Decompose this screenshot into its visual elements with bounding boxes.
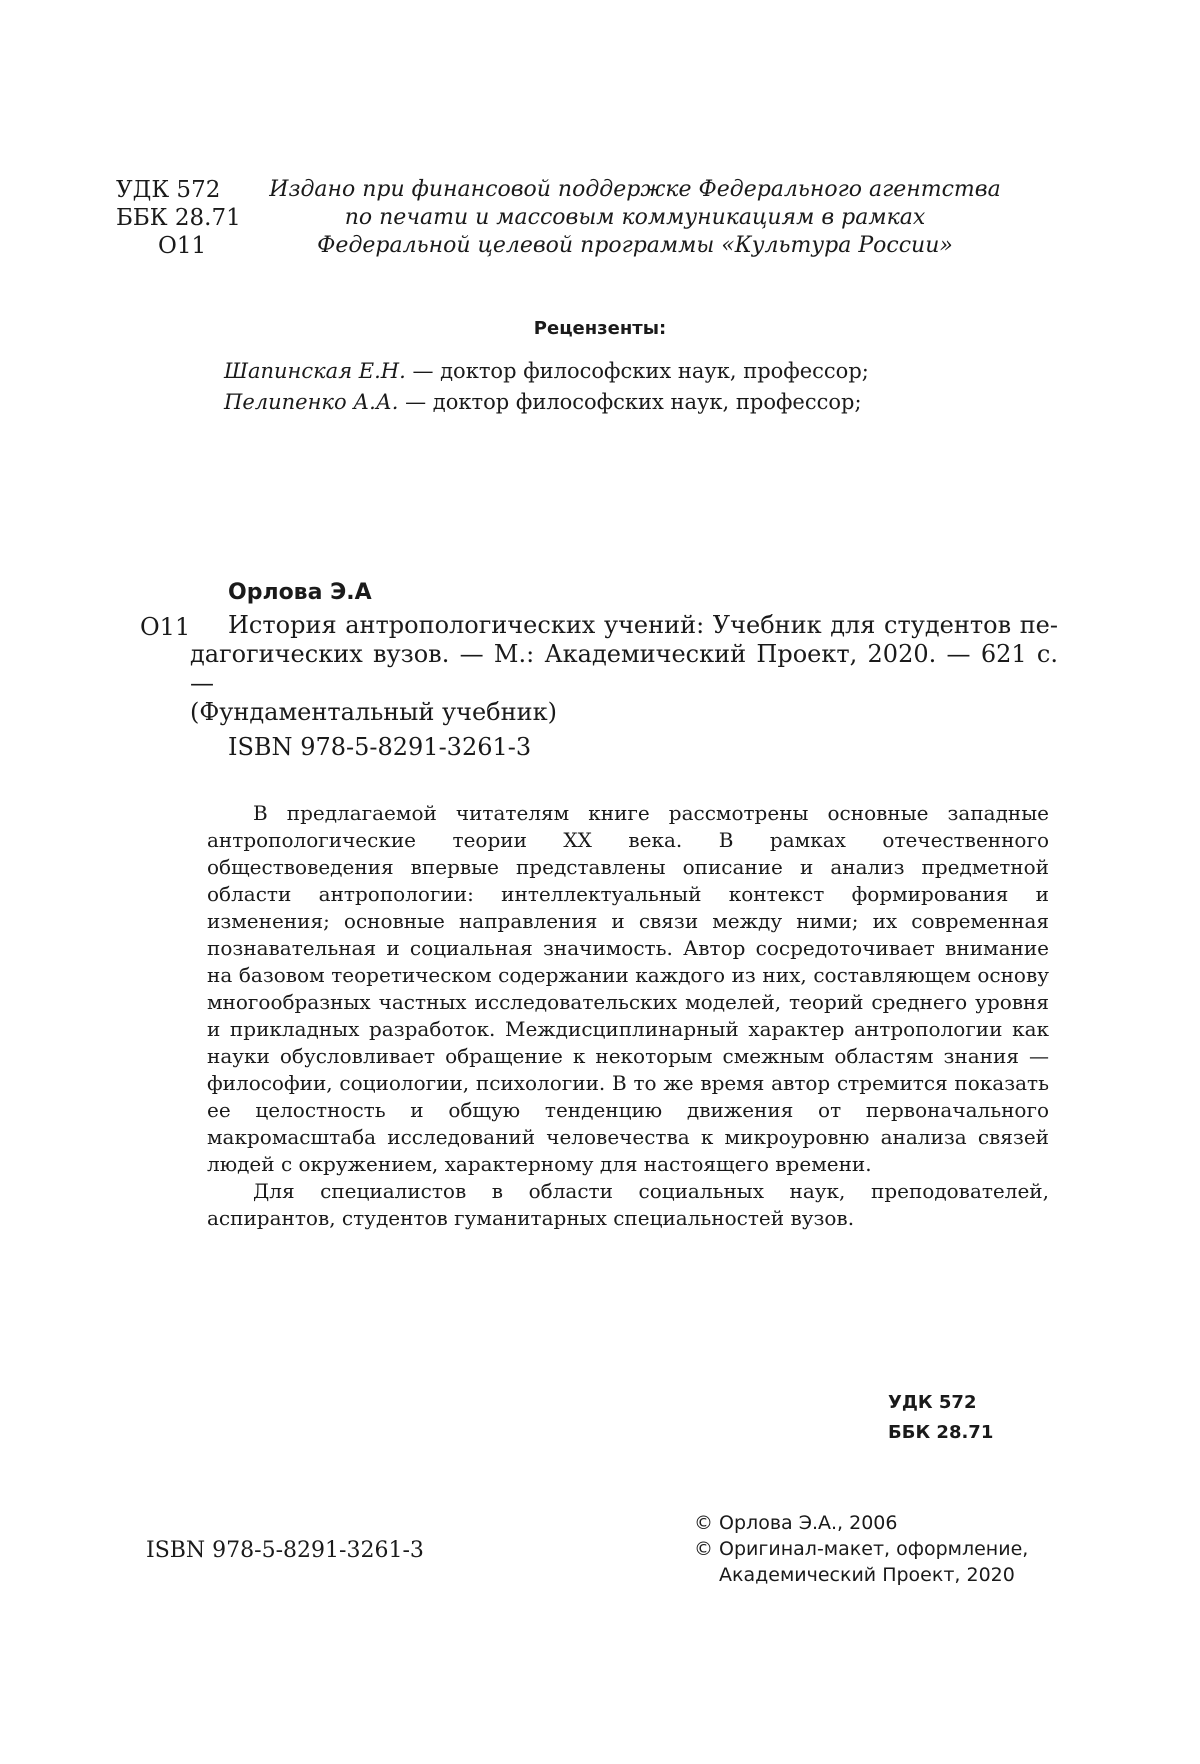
reviewer-entry (224, 356, 869, 387)
funding-line-3: Федеральной целевой программы «Культура России» (245, 232, 1025, 260)
bbk-code: ББК 28.71 (116, 204, 241, 232)
footer-bbk: ББК 28.71 (888, 1418, 993, 1448)
reviewer-name: Пелипенко А.А. (224, 390, 398, 414)
classification-codes (116, 176, 241, 260)
biblio-line-2: дагогических вузов. — М.: Академический Проект, 2020. — 621 с. — (190, 640, 1058, 698)
reviewers-list (224, 356, 869, 418)
copyright-block (694, 1510, 1028, 1588)
annotation (207, 800, 1049, 1232)
bibliographic-description (228, 611, 1058, 727)
footer-udk: УДК 572 (888, 1388, 993, 1418)
copyright-publisher: Академический Проект, 2020 (694, 1562, 1028, 1588)
author-mark-code: О11 (116, 232, 241, 260)
reviewer-name: Шапинская Е.Н. (224, 359, 406, 383)
isbn-footer: ISBN 978-5-8291-3261-3 (146, 1538, 424, 1563)
funding-line-2: по печати и массовым коммуникациям в рамках (245, 204, 1025, 232)
isbn-main: ISBN 978-5-8291-3261-3 (228, 733, 531, 761)
reviewer-description: — доктор философских наук, профессор; (406, 359, 869, 383)
copyright-page (0, 0, 1200, 1764)
reviewer-description: — доктор философских наук, профессор; (398, 390, 861, 414)
reviewer-entry (224, 387, 869, 418)
annotation-paragraph-2: Для специалистов в области социальных наук, преподователей, аспирантов, студентов гуманитарных специальностей вузов. (207, 1178, 1049, 1232)
author-name: Орлова Э.А (228, 580, 372, 605)
reviewers-heading: Рецензенты: (0, 318, 1200, 339)
funding-line-1: Издано при финансовой поддержке Федерального агентства (245, 176, 1025, 204)
annotation-paragraph-1: В предлагаемой читателям книге рассмотрены основные западные антропологические теории XX века. В рамках отечественного обществоведения впервые представлены описание и анализ предметной области антропологии: интеллектуальный контекст формирования и изменения; основные направления и связи между ними; их современная познавательная и социальная значимость. Автор сосредоточивает внимание на базовом теоретическом содержании каждого из них, составляющем основу многообразных частных исследовательских моделей, теорий среднего уровня и прикладных разработок. Междисциплинарный характер антропологии как науки обусловливает обращение к некоторым смежным областям знания — философии, социологии, психологии. В то же время автор стремится показать ее целостность и общую тенденцию движения от первоначального макромасштаба исследований человечества к микроуровню анализа связей людей с окружением, характерному для настоящего времени. (207, 800, 1049, 1178)
footer-classification (888, 1388, 993, 1448)
biblio-line-3: (Фундаментальный учебник) (190, 698, 1058, 727)
biblio-line-1: История антропологических учений: Учебник для студентов пе- (228, 611, 1058, 640)
copyright-layout: © Оригинал-макет, оформление, (694, 1536, 1028, 1562)
udk-code: УДК 572 (116, 176, 241, 204)
funding-note (245, 176, 1025, 260)
bibliography-code: О11 (140, 613, 190, 641)
copyright-author: © Орлова Э.А., 2006 (694, 1510, 1028, 1536)
